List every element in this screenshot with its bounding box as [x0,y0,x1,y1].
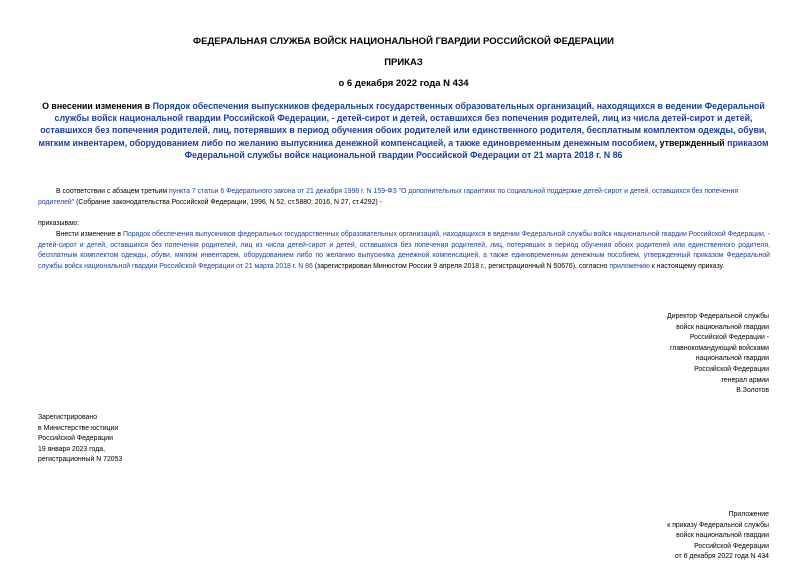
order-procedure-link[interactable]: Порядок обеспечения выпускников федеральных государственных образовательных организаций, находящихся в ведении Федеральной службы войск национальной гвардии Российской Федерации, - детей-сирот и детей, оставшихся без попечения родителей, лиц из числа детей-сирот и детей, оставшихся без попечения родителей, лиц, потерявших в период обучения обоих родителей или единственного родителя, бесплатным комплектом одежды, обуви, мягким инвентарем, оборудованием либо по желанию выпускника денежной компенсацией, а также единовременным денежным пособием, утвержденный приказом Федеральной службы войск национальной гвардии Российской Федерации от 21 марта 2018 г. N 86 [38,231,770,270]
registration-line: регистрационный N 72053 [38,456,123,464]
registration-block [38,413,238,466]
title-middle: , утвержденный [654,137,728,148]
document-date-number: о 6 декабря 2022 года N 434 [338,78,469,89]
document-title [36,100,771,161]
preamble-text-start: В соответствии с абзацем третьим [56,188,170,195]
order-text-middle: (зарегистрирован Минюстом России 9 апреля 2018 г., регистрационный N 50676), согласно [312,262,610,270]
document-type: ПРИКАЗ [384,57,423,68]
signature-line: Российской Федерации - [689,334,769,342]
title-prefix: О внесении изменения в [42,101,153,111]
appendix-line: Российской Федерации [694,542,769,550]
registration-line: Российской Федерации [38,435,113,443]
appendix-line: от 6 декабря 2022 года N 434 [674,553,769,561]
order-text-start: Внести изменение в [56,231,124,238]
registration-line: Зарегистрировано [38,414,98,421]
signature-line: войск национальной гвардии [676,323,769,331]
signature-line: национальной гвардии [695,355,769,363]
title-link-procedure[interactable]: Порядок обеспечения выпускников федеральных государственных образовательных организаций, находящихся в ведении Федеральной службы войск национальной гвардии Российской Федерации, - детей-сирот и детей, оставшихся без попечения родителей, лиц из числа детей-сирот и детей, оставшихся без попечения родителей, лиц, потерявших в период обучения обоих родителей или единственного родителя, бесплатным комплектом одежды, обуви, мягким инвентарем, оборудованием либо по желанию выпускника денежной компенсацией, а также единовременным денежным пособием [38,101,767,148]
signature-line: Директор Федеральной службы [667,313,769,320]
registration-line: 19 января 2023 года, [38,445,105,453]
appendix-line: Приложение [728,511,769,518]
registration-line: в Министерстве юстиции [38,424,119,432]
preamble-text-end: (Собрание законодательства Российской Федерации, 1996, N 52, ст.5880; 2016, N 27, ст.4292) - [74,198,382,206]
appendix-block [549,510,769,563]
agency-heading: ФЕДЕРАЛЬНАЯ СЛУЖБА ВОЙСК НАЦИОНАЛЬНОЙ ГВАРДИИ РОССИЙСКОЙ ФЕДЕРАЦИИ [193,36,614,47]
signature-line: генерал армии [721,376,769,384]
title-link-order[interactable]: приказом Федеральной службы войск национальной гвардии Российской Федерации от 21 марта 2018 г. N 86 [184,137,769,160]
signature-line: главнокомандующий войсками [669,344,769,352]
preamble-law-link[interactable]: пункта 7 статьи 6 Федерального закона от 21 декабря 1996 г. N 159-ФЗ "О дополнительных гарантиях по социальной поддержке детей-сирот и детей, оставшихся без попечения родителей" [38,188,739,206]
signature-block [549,312,769,397]
order-paragraph [38,230,770,272]
preamble [38,187,770,208]
appendix-line: к приказу Федеральной службы [667,521,769,529]
order-word: приказываю: [38,220,79,227]
appendix-line: войск национальной гвардии [676,532,769,540]
order-appendix-link[interactable]: приложению [609,262,650,270]
order-text-end: к настоящему приказу. [649,262,725,270]
signature-line: Российской Федерации [694,365,769,373]
signature-line: В.Золотов [736,387,769,395]
